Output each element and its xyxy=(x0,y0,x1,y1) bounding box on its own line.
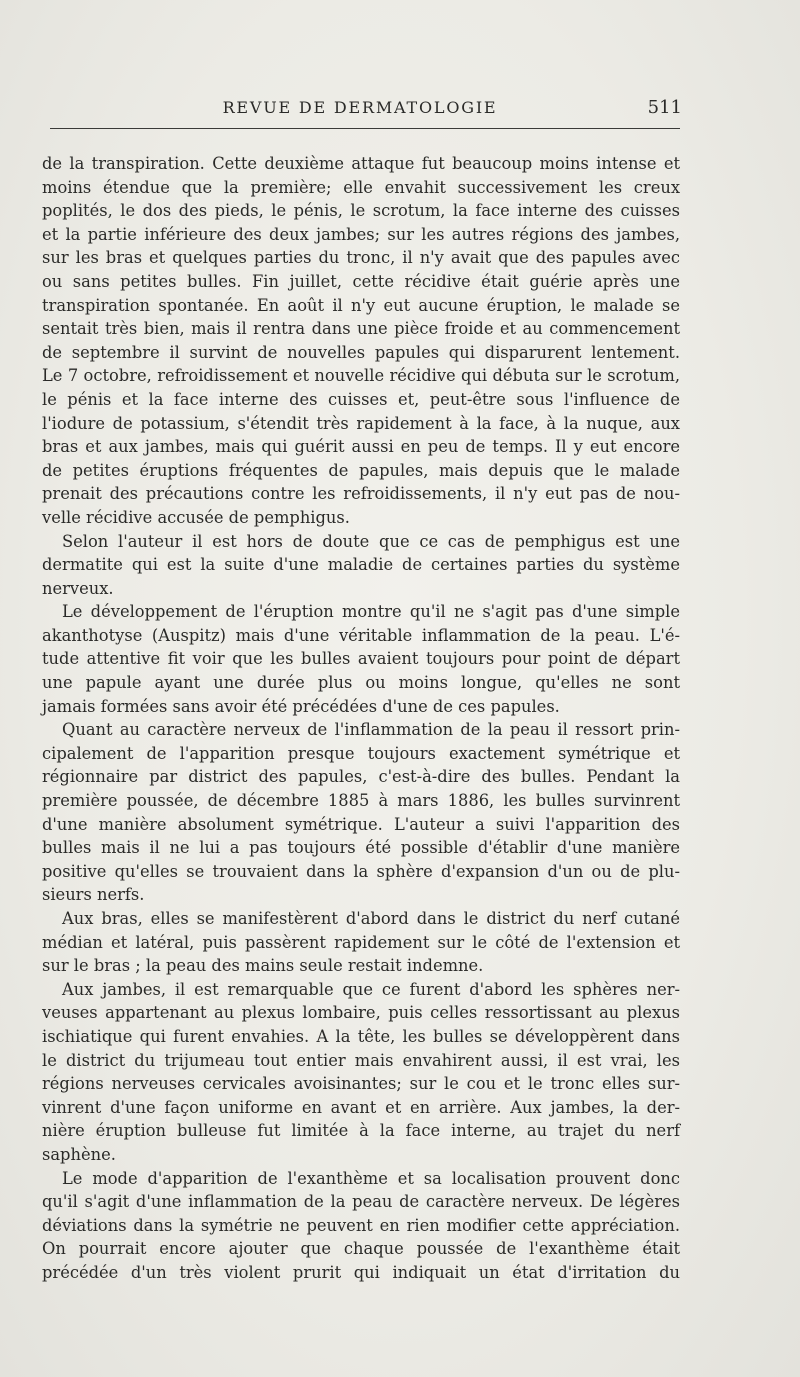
text-line: régionnaire par district des papules, c'est-à-dire des bulles. Pendant la xyxy=(42,767,680,787)
page-number: 511 xyxy=(647,97,682,118)
text-line: tude attentive fit voir que les bulles avaient toujours pour point de départ xyxy=(42,649,680,669)
article-body xyxy=(42,152,680,1285)
page-header xyxy=(40,98,680,124)
text-line: qu'il s'agit d'une inflammation de la peau de caractère nerveux. De légères xyxy=(42,1192,680,1212)
text-line: nerveux. xyxy=(42,578,114,598)
text-line: de petites éruptions fréquentes de papules, mais depuis que le malade xyxy=(42,460,680,480)
text-line: dermatite qui est la suite d'une maladie de certaines parties du système xyxy=(42,555,680,575)
running-title: REVUE DE DERMATOLOGIE xyxy=(222,98,498,117)
paragraph-2 xyxy=(42,530,680,601)
text-line: Le développement de l'éruption montre qu'il ne s'agit pas d'une simple xyxy=(62,602,680,622)
text-line: Le 7 octobre, refroidissement et nouvelle récidive qui débuta sur le scrotum, xyxy=(42,366,680,386)
paragraph-5 xyxy=(42,907,680,978)
text-line: positive qu'elles se trouvaient dans la sphère d'expansion d'un ou de plu- xyxy=(42,861,680,881)
text-line: Aux jambes, il est remarquable que ce furent d'abord les sphères ner- xyxy=(62,979,680,999)
paragraph-4 xyxy=(42,718,680,907)
text-line: sieurs nerfs. xyxy=(42,885,145,905)
text-line: Selon l'auteur il est hors de doute que ce cas de pemphigus est une xyxy=(62,531,680,551)
text-line: veuses appartenant au plexus lombaire, puis celles ressortissant au plexus xyxy=(42,1003,680,1023)
text-line: On pourrait encore ajouter que chaque poussée de l'exanthème était xyxy=(42,1239,680,1259)
text-line: nière éruption bulleuse fut limitée à la face interne, au trajet du nerf xyxy=(42,1121,680,1141)
text-line: le district du trijumeau tout entier mais envahirent aussi, il est vrai, les xyxy=(42,1050,680,1070)
text-line: première poussée, de décembre 1885 à mars 1886, les bulles survinrent xyxy=(42,791,680,811)
text-line: Aux bras, elles se manifestèrent d'abord dans le district du nerf cutané xyxy=(62,909,680,928)
paragraph-6 xyxy=(42,978,680,1167)
text-line: ou sans petites bulles. Fin juillet, cette récidive était guérie après une xyxy=(42,271,680,291)
text-line: le pénis et la face interne des cuisses et, peut-être sous l'influence de xyxy=(42,389,680,409)
text-line: velle récidive accusée de pemphigus. xyxy=(42,507,350,527)
text-line: vinrent d'une façon uniforme en avant et en arrière. Aux jambes, la der- xyxy=(42,1097,680,1117)
text-line: bulles mais il ne lui a pas toujours été possible d'établir d'une manière xyxy=(42,838,680,858)
text-line: régions nerveuses cervicales avoisinantes; sur le cou et le tronc elles sur- xyxy=(42,1074,680,1094)
text-line: déviations dans la symétrie ne peuvent en rien modifier cette appréciation. xyxy=(42,1215,680,1235)
text-line: de septembre il survint de nouvelles papules qui disparurent lentement. xyxy=(42,342,680,362)
text-line: bras et aux jambes, mais qui guérit aussi en peu de temps. Il y eut encore xyxy=(42,437,680,457)
text-line: moins étendue que la première; elle envahit successivement les creux xyxy=(42,177,680,197)
text-line: saphène. xyxy=(42,1144,116,1164)
text-line: médian et latéral, puis passèrent rapidement sur le côté de l'extension et xyxy=(42,932,680,952)
paragraph-7 xyxy=(42,1167,680,1285)
text-line: prenait des précautions contre les refroidissements, il n'y eut pas de nou- xyxy=(42,484,680,504)
text-line: sur les bras et quelques parties du tronc, il n'y avait que des papules avec xyxy=(42,248,680,268)
text-line: ischiatique qui furent envahies. A la tête, les bulles se développèrent dans xyxy=(42,1026,680,1046)
text-line: jamais formées sans avoir été précédées d'une de ces papules. xyxy=(42,696,560,716)
header-rule xyxy=(50,128,680,129)
text-line: poplités, le dos des pieds, le pénis, le scrotum, la face interne des cuisses xyxy=(42,201,680,221)
paragraph-1 xyxy=(42,152,680,530)
text-line: Le mode d'apparition de l'exanthème et sa localisation prouvent donc xyxy=(62,1168,680,1188)
paragraph-3 xyxy=(42,600,680,718)
text-line: sur le bras ; la peau des mains seule restait indemne. xyxy=(42,956,484,976)
text-line: Quant au caractère nerveux de l'inflammation de la peau il ressort prin- xyxy=(62,720,680,740)
text-line: précédée d'un très violent prurit qui indiquait un état d'irritation du xyxy=(42,1262,680,1282)
text-line: et la partie inférieure des deux jambes; sur les autres régions des jambes, xyxy=(42,224,680,244)
text-line: d'une manière absolument symétrique. L'auteur a suivi l'apparition des xyxy=(42,814,680,834)
text-line: une papule ayant une durée plus ou moins longue, qu'elles ne sont xyxy=(42,673,680,693)
text-line: cipalement de l'apparition presque toujours exactement symétrique et xyxy=(42,743,680,763)
text-line: de la transpiration. Cette deuxième attaque fut beaucoup moins intense et xyxy=(42,154,680,173)
text-line: l'iodure de potassium, s'étendit très rapidement à la face, à la nuque, aux xyxy=(42,413,680,433)
text-line: akanthotyse (Auspitz) mais d'une véritable inflammation de la peau. L'é- xyxy=(42,625,680,645)
text-line: sentait très bien, mais il rentra dans une pièce froide et au commencement xyxy=(42,319,680,339)
text-line: transpiration spontanée. En août il n'y eut aucune éruption, le malade se xyxy=(42,295,680,315)
